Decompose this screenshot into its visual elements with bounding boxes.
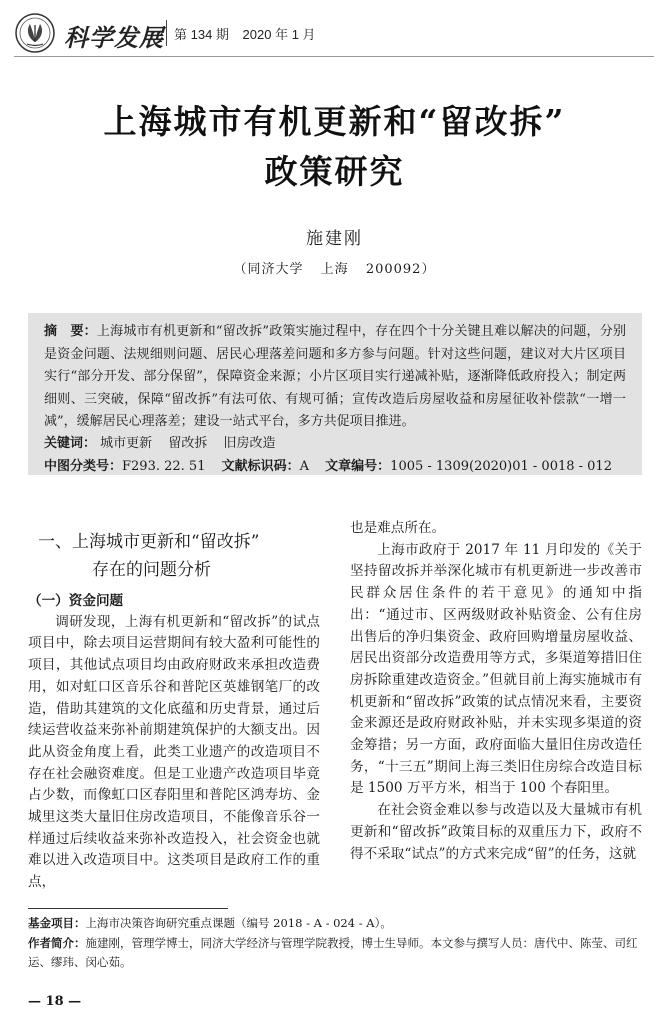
doc-code-value: A bbox=[299, 459, 310, 474]
footnote-author: 作者简介：施建刚，管理学博士，同济大学经济与管理学院教授，博士生导师。本文参与撰写人员：唐代中、陈莹、司红运、缪玮、闵心茹。 bbox=[28, 936, 638, 969]
subsection-heading: （一）资金问题 bbox=[28, 593, 124, 608]
journal-header bbox=[14, 10, 654, 60]
classification-line bbox=[44, 455, 612, 474]
paragraph: 在社会资金难以参与改造以及大量城市有机更新和“留改拆”政策目标的双重压力下，政府不得不采取“试点”的方式来完成“留”的任务，这就 bbox=[350, 802, 642, 862]
page-number: — 18 — bbox=[28, 994, 82, 1009]
journal-name: 科学发展 bbox=[64, 23, 164, 52]
header-divider bbox=[166, 20, 167, 46]
paragraph: 调研发现，上海有机更新和“留改拆”的试点项目中，除去项目运营期间有较大盈利可能性的项目，其他试点项目均由政府财政来承担改造费用，如对虹口区音乐谷和普陀区英雄钢笔厂的改造，借助其建筑的文化底蕴和历史背景，通过后续运营收益来弥补前期建筑保护的大额支出。因此从资金角度上看，此类工业遗产的改造项目不存在社会融资难度。但是工业遗产改造项目毕竟占少数，而像虹口区春阳里和普陀区鸿寿坊、金城里这类大量旧住房改造项目，不能像音乐谷一样通过后续收益来弥补改造投入，社会资金也就难以进入改造项目中。这类项目是政府工作的重点， bbox=[28, 613, 320, 891]
issue-info bbox=[174, 24, 326, 43]
doc-code-label: 文献标识码： bbox=[221, 458, 300, 473]
keywords-label: 关键词： bbox=[44, 435, 97, 450]
keyword-item: 城市更新 bbox=[100, 436, 153, 451]
left-column bbox=[28, 518, 320, 894]
keyword-item: 旧房改造 bbox=[223, 436, 276, 451]
clc-value: F293. 22. 51 bbox=[122, 459, 206, 474]
author-name: 施建刚 bbox=[306, 229, 363, 249]
keywords bbox=[44, 432, 287, 451]
section-heading: 一、上海城市更新和“留改拆” 存在的问题分析 bbox=[38, 532, 260, 580]
clc-label: 中图分类号： bbox=[44, 458, 123, 473]
header-rule bbox=[14, 56, 654, 57]
issue-number: 第 134 期 bbox=[174, 27, 229, 42]
right-column bbox=[350, 518, 642, 865]
journal-logo-icon bbox=[14, 12, 56, 54]
article-number-label: 文章编号： bbox=[325, 458, 391, 473]
paragraph: 上海市政府于 2017 年 11 月印发的《关于坚持留改拆并举深化城市有机更新进一步改善市民群众居住条件的若干意见》的通知中指出：“通过市、区两级财政补贴资金、公有住房出售后的净归集资金、政府回购增量房屋收益、居民出资部分改造费用等方式，多渠道筹措旧住房拆除重建改造资金。”但就目前上海实施城市有机更新和“留改拆”政策的试点情况来看，主要资金来源还是政府财政补贴，并未实现多渠道的资金筹措；另一方面，政府面临大量旧住房改造任务，“十三五”期间上海三类旧住房综合改造目标是 1500 万平方米，相当于 100 个春阳里。 bbox=[350, 541, 642, 797]
abstract-text: 上海城市有机更新和“留改拆”政策实施过程中，存在四个十分关键且难以解决的问题，分别是资金问题、法规细则问题、居民心理落差问题和多方参与问题。针对这些问题，建议对大片区项目实行“部分开发、部分保留”，保障资金来源；小片区项目实行递减补贴，逐渐降低政府投入；制定两细则、三突破，保障“留改拆”有法可依、有规可循；宣传改造后房屋收益和房屋征收补偿款“一增一减”，缓解居民心理落差；建设一站式平台，多方共促项目推进。 bbox=[44, 324, 626, 429]
keyword-item: 留改拆 bbox=[168, 436, 208, 451]
issue-date: 2020 年 1 月 bbox=[242, 27, 316, 42]
abstract-label: 摘 要： bbox=[44, 323, 97, 338]
article-title-line1: 上海城市有机更新和“留改拆” bbox=[103, 102, 566, 141]
article-title-line2: 政策研究 bbox=[264, 152, 405, 191]
paragraph: 也是难点所在。 bbox=[350, 520, 446, 536]
footnote-rule bbox=[28, 908, 228, 909]
abstract bbox=[44, 320, 626, 434]
footnote-fund: 基金项目：上海市决策咨询研究重点课题（编号 2018 - A - 024 - A）。 bbox=[28, 916, 392, 930]
article-number-value: 1005 - 1309(2020)01 - 0018 - 012 bbox=[390, 459, 612, 474]
author-affiliation: （同济大学 上海 200092） bbox=[233, 262, 436, 277]
